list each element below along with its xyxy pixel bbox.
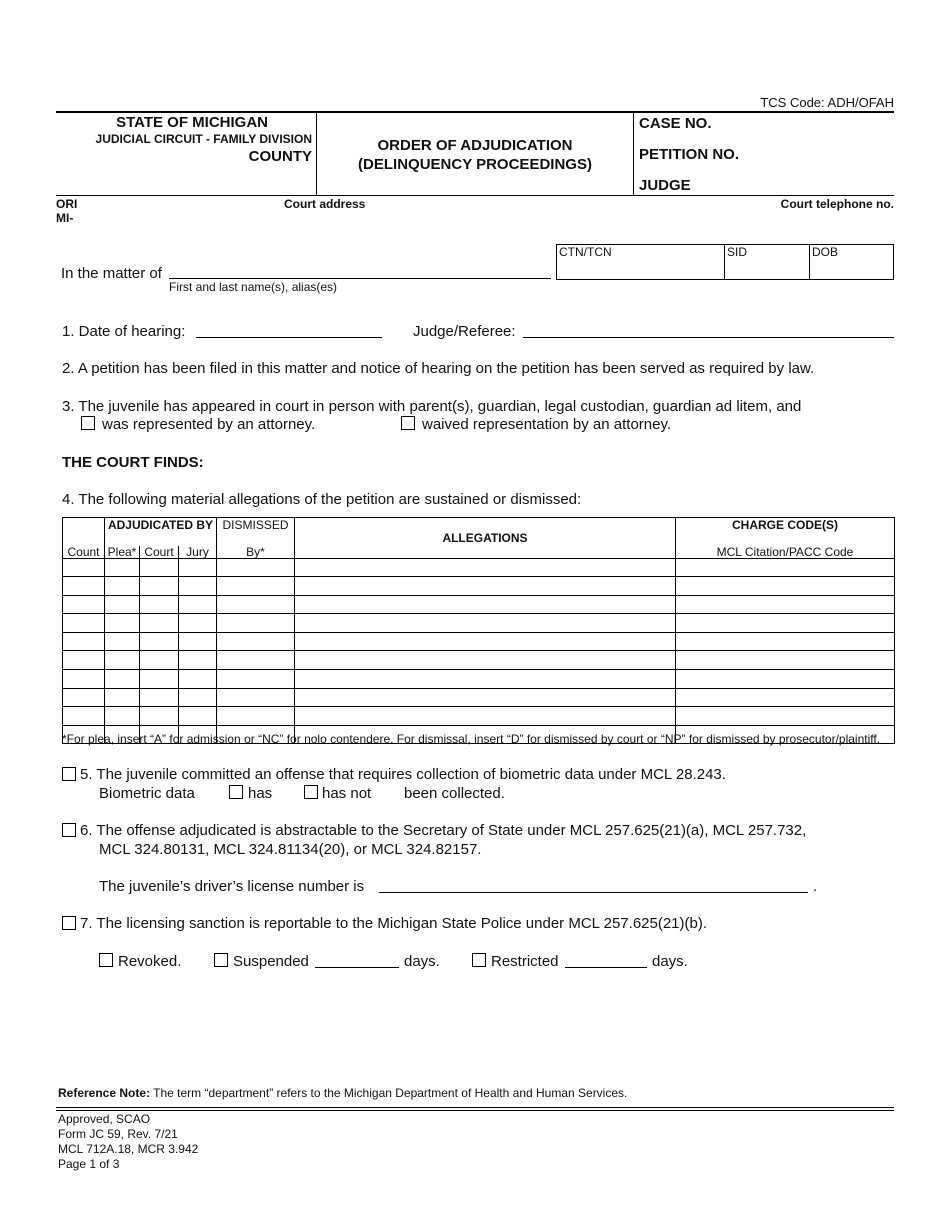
restricted-days-field[interactable]	[565, 952, 647, 968]
represented-checkbox[interactable]	[81, 416, 95, 430]
judicial-circuit: JUDICIAL CIRCUIT - FAMILY DIVISION	[95, 132, 312, 146]
name-caption: First and last name(s), alias(es)	[169, 280, 338, 294]
col-mcl-citation: MCL Citation/PACC Code	[676, 546, 895, 559]
cell-dismissed-by[interactable]	[217, 688, 295, 707]
license-period: .	[813, 878, 818, 895]
suspended-days-field[interactable]	[315, 952, 399, 968]
table-row	[63, 632, 895, 651]
court-telephone-label: Court telephone no.	[780, 197, 894, 211]
cell-count[interactable]	[63, 670, 105, 689]
biometric-has-not-checkbox[interactable]	[304, 785, 318, 799]
biometric-collected-label: been collected.	[404, 785, 505, 802]
biometric-label: Biometric data	[99, 785, 195, 802]
reference-note-label: Reference Note:	[58, 1086, 151, 1100]
item-5-text: 5. The juvenile committed an offense that requires collection of biometric data under MCL 28.243.	[80, 766, 726, 783]
cell-charge-code[interactable]	[676, 707, 895, 726]
revoked-checkbox[interactable]	[99, 953, 113, 967]
biometric-has-label: has	[248, 785, 273, 802]
suspended-label: Suspended	[233, 953, 309, 970]
footer-approved: Approved, SCAO	[58, 1112, 151, 1126]
cell-plea[interactable]	[105, 577, 140, 596]
cell-jury[interactable]	[179, 651, 217, 670]
cell-charge-code[interactable]	[676, 577, 895, 596]
judge-referee-field[interactable]	[523, 322, 894, 338]
item-3-text: 3. The juvenile has appeared in court in person with parent(s), guardian, legal custodian, guardian ad litem, and	[62, 398, 802, 415]
represented-label: was represented by an attorney.	[102, 416, 316, 433]
footer-form: Form JC 59, Rev. 7/21	[58, 1127, 178, 1141]
cell-jury[interactable]	[179, 595, 217, 614]
cell-allegation[interactable]	[295, 670, 676, 689]
court-finds-heading: THE COURT FINDS:	[62, 454, 204, 471]
tcs-code: TCS Code: ADH/OFAH	[760, 95, 894, 110]
cell-jury[interactable]	[179, 632, 217, 651]
cell-count[interactable]	[63, 558, 105, 577]
footer-page: Page 1 of 3	[58, 1157, 120, 1171]
cell-plea[interactable]	[105, 688, 140, 707]
col-plea: Plea*	[105, 546, 140, 559]
item-7-checkbox[interactable]	[62, 916, 76, 930]
col-adjudicated-by: ADJUDICATED BY	[105, 518, 217, 546]
cell-count[interactable]	[63, 632, 105, 651]
cell-plea[interactable]	[105, 614, 140, 633]
cell-dismissed-by[interactable]	[217, 670, 295, 689]
cell-allegation[interactable]	[295, 707, 676, 726]
cell-court[interactable]	[140, 688, 179, 707]
restricted-checkbox[interactable]	[472, 953, 486, 967]
ctn-tcn-field[interactable]	[557, 259, 723, 279]
cell-dismissed-by[interactable]	[217, 632, 295, 651]
restricted-days-label: days.	[652, 953, 688, 970]
reference-note	[58, 1086, 627, 1100]
form-title-line2: (DELINQUENCY PROCEEDINGS)	[358, 156, 592, 173]
restricted-label: Restricted	[491, 953, 559, 970]
cell-court[interactable]	[140, 614, 179, 633]
ctn-tcn-label: CTN/TCN	[559, 245, 612, 259]
suspended-days-label: days.	[404, 953, 440, 970]
footer-mcl: MCL 712A.18, MCR 3.942	[58, 1142, 199, 1156]
col-charge-codes: CHARGE CODE(S)	[676, 518, 895, 546]
date-of-hearing-label: 1. Date of hearing:	[62, 323, 186, 340]
header-top-rule	[56, 111, 894, 113]
cell-count[interactable]	[63, 707, 105, 726]
cell-allegation[interactable]	[295, 632, 676, 651]
cell-dismissed-by[interactable]	[217, 651, 295, 670]
allegations-table	[62, 517, 895, 744]
form-title-line1: ORDER OF ADJUDICATION	[377, 137, 573, 154]
cell-jury[interactable]	[179, 670, 217, 689]
cell-count[interactable]	[63, 577, 105, 596]
item-4-text: 4. The following material allegations of the petition are sustained or dismissed:	[62, 491, 582, 508]
dob-field[interactable]	[810, 259, 893, 279]
table-row	[63, 670, 895, 689]
col-dismissed: DISMISSED	[217, 518, 295, 546]
item-6-line1: 6. The offense adjudicated is abstractable to the Secretary of State under MCL 257.625(21)(a), MCL 257.732,	[80, 822, 807, 839]
table-row	[63, 651, 895, 670]
cell-charge-code[interactable]	[676, 670, 895, 689]
cell-count[interactable]	[63, 614, 105, 633]
col-jury: Jury	[179, 546, 217, 559]
table-row	[63, 614, 895, 633]
license-number-label: The juvenile’s driver’s license number is	[99, 878, 365, 895]
cell-count[interactable]	[63, 651, 105, 670]
table-row	[63, 558, 895, 577]
juvenile-name-field[interactable]	[169, 263, 551, 279]
cell-allegation[interactable]	[295, 688, 676, 707]
biometric-has-checkbox[interactable]	[229, 785, 243, 799]
header-divider-right	[633, 112, 634, 195]
waived-checkbox[interactable]	[401, 416, 415, 430]
county-label: COUNTY	[248, 148, 312, 165]
cell-allegation[interactable]	[295, 614, 676, 633]
cell-charge-code[interactable]	[676, 688, 895, 707]
cell-court[interactable]	[140, 670, 179, 689]
cell-dismissed-by[interactable]	[217, 558, 295, 577]
item-2-text: 2. A petition has been filed in this matter and notice of hearing on the petition has been served as required by law.	[62, 360, 815, 377]
cell-court[interactable]	[140, 707, 179, 726]
col-allegations: ALLEGATIONS	[295, 518, 676, 559]
cell-plea[interactable]	[105, 651, 140, 670]
case-no-label: CASE NO.	[639, 115, 712, 132]
cell-court[interactable]	[140, 632, 179, 651]
cell-plea[interactable]	[105, 670, 140, 689]
sid-label: SID	[727, 245, 748, 259]
biometric-has-not-label: has not	[322, 785, 372, 802]
footer-block	[58, 1112, 198, 1172]
item-7-text: 7. The licensing sanction is reportable to the Michigan State Police under MCL 257.625(21)(b).	[80, 915, 708, 932]
cell-court[interactable]	[140, 651, 179, 670]
table-footnote: *For plea, insert “A” for admission or “NC” for nolo contendere. For dismissal, insert “D” for dismissed by court or “NP” for dismissed by prosecutor/plaintiff.	[62, 732, 881, 746]
footer-rule-1	[56, 1107, 894, 1108]
court-address-label: Court address	[284, 197, 366, 211]
mi-label: MI-	[56, 211, 74, 225]
table-row	[63, 595, 895, 614]
cell-dismissed-by[interactable]	[217, 614, 295, 633]
cell-charge-code[interactable]	[676, 651, 895, 670]
state-of-michigan: STATE OF MICHIGAN	[116, 114, 268, 131]
col-count: Count	[63, 518, 105, 559]
cell-dismissed-by[interactable]	[217, 577, 295, 596]
cell-jury[interactable]	[179, 614, 217, 633]
cell-charge-code[interactable]	[676, 558, 895, 577]
cell-dismissed-by[interactable]	[217, 595, 295, 614]
col-court: Court	[140, 546, 179, 559]
cell-charge-code[interactable]	[676, 614, 895, 633]
petition-no-label: PETITION NO.	[639, 146, 740, 163]
cell-court[interactable]	[140, 595, 179, 614]
cell-allegation[interactable]	[295, 595, 676, 614]
revoked-label: Revoked.	[118, 953, 182, 970]
cell-allegation[interactable]	[295, 651, 676, 670]
cell-plea[interactable]	[105, 558, 140, 577]
judge-referee-label: Judge/Referee:	[413, 323, 516, 340]
cell-court[interactable]	[140, 558, 179, 577]
item-6-line2: MCL 324.80131, MCL 324.81134(20), or MCL 324.82157.	[99, 841, 482, 858]
cell-plea[interactable]	[105, 595, 140, 614]
item-5-checkbox[interactable]	[62, 767, 76, 781]
cell-plea[interactable]	[105, 707, 140, 726]
waived-label: waived representation by an attorney.	[422, 416, 672, 433]
cell-plea[interactable]	[105, 632, 140, 651]
in-the-matter-label: In the matter of	[61, 265, 162, 282]
cell-count[interactable]	[63, 688, 105, 707]
license-number-field[interactable]	[379, 877, 808, 893]
table-row	[63, 707, 895, 726]
cell-allegation[interactable]	[295, 558, 676, 577]
table-row	[63, 688, 895, 707]
table-row	[63, 577, 895, 596]
cell-jury[interactable]	[179, 688, 217, 707]
reference-note-text: The term “department” refers to the Michigan Department of Health and Human Services.	[150, 1086, 628, 1100]
dob-label: DOB	[812, 245, 839, 259]
cell-jury[interactable]	[179, 707, 217, 726]
judge-label: JUDGE	[639, 177, 691, 194]
cell-count[interactable]	[63, 595, 105, 614]
cell-charge-code[interactable]	[676, 595, 895, 614]
date-of-hearing-field[interactable]	[196, 322, 382, 338]
cell-dismissed-by[interactable]	[217, 707, 295, 726]
cell-jury[interactable]	[179, 577, 217, 596]
cell-allegation[interactable]	[295, 577, 676, 596]
cell-charge-code[interactable]	[676, 632, 895, 651]
col-dismissed-by: By*	[217, 546, 295, 559]
sid-field[interactable]	[725, 259, 808, 279]
header-bottom-rule	[56, 195, 894, 196]
cell-jury[interactable]	[179, 558, 217, 577]
item-6-checkbox[interactable]	[62, 823, 76, 837]
footer-rule-2	[56, 1110, 894, 1111]
suspended-checkbox[interactable]	[214, 953, 228, 967]
ori-label: ORI	[56, 197, 78, 211]
cell-court[interactable]	[140, 577, 179, 596]
